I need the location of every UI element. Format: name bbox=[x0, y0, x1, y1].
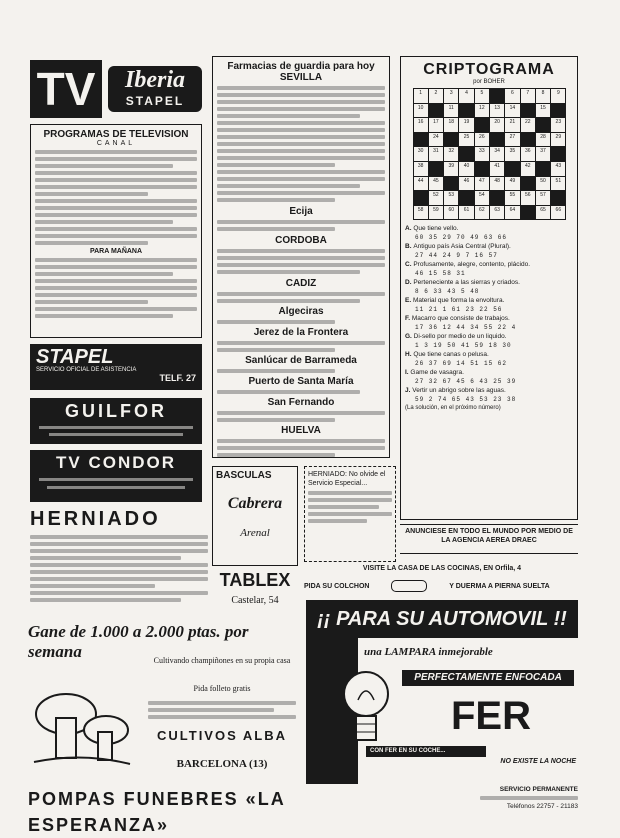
grid-black-cell bbox=[443, 176, 459, 192]
grid-cell[interactable]: 40 bbox=[458, 161, 474, 177]
grid-black-cell bbox=[428, 161, 444, 177]
grid-cell[interactable]: 38 bbox=[413, 161, 429, 177]
funerals-phone: Teléfonos 22757 - 21183 bbox=[506, 803, 578, 810]
fer-tagline2: NO EXISTE LA NOCHE bbox=[500, 758, 576, 765]
clue-row bbox=[405, 261, 573, 268]
grid-cell[interactable]: 13 bbox=[489, 103, 505, 119]
grid-cell[interactable]: 60 bbox=[443, 205, 459, 221]
pharmacies-title: Farmacias de guardia para hoy bbox=[227, 61, 375, 72]
funerals-service-text: SERVICIO PERMANENTE bbox=[499, 786, 578, 793]
stapel-line: SERVICIO OFICIAL DE ASISTENCIA bbox=[36, 367, 137, 373]
clue-letter: D. bbox=[405, 279, 414, 286]
grid-black-cell bbox=[520, 205, 536, 221]
grid-cell[interactable]: 31 bbox=[428, 146, 444, 162]
clue-letter: A. bbox=[405, 225, 414, 232]
fer-tagline1: CON FER EN SU COCHE... bbox=[366, 746, 486, 757]
grid-cell[interactable]: 61 bbox=[458, 205, 474, 221]
tv-condor-name: TV CONDOR bbox=[56, 453, 176, 472]
grid-cell[interactable]: 44 bbox=[413, 176, 429, 192]
grid-cell[interactable]: 45 bbox=[428, 176, 444, 192]
cryptogram-author: por BOHER bbox=[473, 79, 505, 85]
grid-cell[interactable]: 30 bbox=[413, 146, 429, 162]
clue-numbers[interactable]: 17 36 12 44 34 55 22 4 bbox=[415, 324, 517, 331]
grid-cell[interactable]: 10 bbox=[413, 103, 429, 119]
grid-black-cell bbox=[520, 103, 536, 119]
grid-black-cell bbox=[550, 146, 566, 162]
stapel-phone: TELF. 27 bbox=[159, 373, 196, 383]
tv-programs-text bbox=[35, 150, 197, 245]
grid-cell[interactable]: 27 bbox=[504, 132, 520, 148]
clue-letter: F. bbox=[405, 315, 412, 322]
grid-cell[interactable]: 57 bbox=[535, 190, 551, 206]
cryptogram-box bbox=[400, 56, 578, 520]
city-sanlucar: Sanlúcar de Barrameda bbox=[245, 355, 357, 366]
clue-text: Macarro que consiste de trabajos. bbox=[411, 315, 510, 322]
city-jerez: Jerez de la Frontera bbox=[253, 327, 349, 338]
clue-row bbox=[405, 351, 573, 358]
grid-cell[interactable]: 19 bbox=[458, 117, 474, 133]
grid-cell[interactable]: 22 bbox=[520, 117, 536, 133]
city-puerto: Puerto de Santa María bbox=[248, 376, 354, 387]
grid-cell[interactable]: 6 bbox=[504, 88, 520, 104]
colchon-logo bbox=[391, 580, 427, 592]
clue-numbers[interactable]: 11 21 1 61 23 22 56 bbox=[415, 306, 503, 313]
grid-cell[interactable]: 28 bbox=[535, 132, 551, 148]
clue-text: Material que forma la envoltura. bbox=[412, 297, 505, 304]
grid-cell[interactable]: 17 bbox=[428, 117, 444, 133]
grid-cell[interactable]: 14 bbox=[504, 103, 520, 119]
grid-cell[interactable]: 2 bbox=[428, 88, 444, 104]
stapel-name: STAPEL bbox=[36, 346, 114, 368]
tv-morning-text bbox=[35, 258, 197, 318]
grid-cell[interactable]: 36 bbox=[520, 146, 536, 162]
grid-cell[interactable]: 52 bbox=[428, 190, 444, 206]
clue-row bbox=[405, 315, 573, 322]
clue-letter: C. bbox=[405, 261, 414, 268]
grid-cell[interactable]: 4 bbox=[458, 88, 474, 104]
grid-cell[interactable]: 66 bbox=[550, 205, 566, 221]
clue-numbers[interactable]: 8 6 33 43 5 48 bbox=[415, 288, 480, 295]
grid-cell[interactable]: 12 bbox=[474, 103, 490, 119]
basculas-sub: Arenal bbox=[240, 527, 270, 539]
tablex-ad bbox=[212, 570, 298, 616]
clue-text: Di-sello por medio de un liquido. bbox=[413, 333, 507, 340]
clue-numbers[interactable]: 1 3 19 50 41 59 18 30 bbox=[415, 342, 512, 349]
clue-text: Profusamente, alegre, contento, plácido. bbox=[413, 261, 531, 268]
clue-letter: E. bbox=[405, 297, 413, 304]
clue-numbers[interactable]: 60 35 29 70 49 63 66 bbox=[415, 234, 508, 241]
grid-cell[interactable]: 8 bbox=[535, 88, 551, 104]
grid-cell[interactable]: 56 bbox=[520, 190, 536, 206]
grid-cell[interactable]: 39 bbox=[443, 161, 459, 177]
grid-black-cell bbox=[550, 190, 566, 206]
grid-cell[interactable]: 51 bbox=[550, 176, 566, 192]
gane-ad bbox=[28, 622, 296, 780]
cryptogram-clues bbox=[405, 225, 573, 403]
colchon-text: PIDA SU COLCHON bbox=[304, 582, 370, 590]
gane-company: CULTIVOS ALBA bbox=[157, 728, 287, 743]
grid-cell[interactable]: 1 bbox=[413, 88, 429, 104]
clue-text: Que tiene canas o pelusa. bbox=[413, 351, 489, 358]
clue-numbers[interactable]: 59 2 74 65 43 53 23 38 bbox=[415, 396, 517, 403]
grid-black-cell bbox=[428, 103, 444, 119]
fer-ad bbox=[306, 600, 578, 784]
grid-cell[interactable]: 49 bbox=[504, 176, 520, 192]
grid-black-cell bbox=[489, 190, 505, 206]
tablex-title: TABLEX bbox=[219, 570, 291, 590]
grid-black-cell bbox=[535, 161, 551, 177]
clue-letter: B. bbox=[405, 243, 414, 250]
grid-black-cell bbox=[458, 190, 474, 206]
herniado-title: HERNIADO bbox=[30, 508, 161, 530]
herniado-small-text: HERNIADO: No olvide el Servicio Especial... bbox=[308, 471, 386, 487]
clue-numbers[interactable]: 46 15 58 31 bbox=[415, 270, 466, 277]
grid-cell[interactable]: 33 bbox=[474, 146, 490, 162]
grid-cell[interactable]: 7 bbox=[520, 88, 536, 104]
grid-cell[interactable]: 18 bbox=[443, 117, 459, 133]
grid-cell[interactable]: 48 bbox=[489, 176, 505, 192]
tv-programs-box bbox=[30, 124, 202, 338]
basculas-ad bbox=[212, 466, 298, 566]
clue-row bbox=[405, 243, 573, 250]
herniado-small-box bbox=[304, 466, 396, 562]
grid-cell[interactable]: 50 bbox=[535, 176, 551, 192]
grid-cell[interactable]: 63 bbox=[489, 205, 505, 221]
anuncie-text: ANUNCIESE EN TODO EL MUNDO POR MEDIO DE LA AGENCIA AEREA DRAEC bbox=[405, 528, 573, 544]
tablex-address: Castelar, 54 bbox=[231, 595, 279, 606]
clue-text: Perteneciente a las sierras y criados. bbox=[413, 279, 520, 286]
clue-row bbox=[405, 333, 573, 340]
clue-row bbox=[405, 297, 573, 304]
grid-cell[interactable]: 65 bbox=[535, 205, 551, 221]
city-huelva: HUELVA bbox=[281, 425, 321, 436]
tv-condor-ad bbox=[30, 450, 202, 502]
grid-black-cell bbox=[458, 146, 474, 162]
grid-cell[interactable]: 23 bbox=[550, 117, 566, 133]
colchon-tail: Y DUERMA A PIERNA SUELTA bbox=[449, 582, 550, 590]
grid-cell[interactable]: 11 bbox=[443, 103, 459, 119]
clue-letter: G. bbox=[405, 333, 414, 340]
clue-numbers[interactable]: 26 37 69 14 51 15 62 bbox=[415, 360, 508, 367]
basculas-brand: Cabrera bbox=[227, 495, 283, 512]
tv-header bbox=[30, 60, 202, 118]
clue-text: Game de vasagra. bbox=[410, 369, 464, 376]
fer-line1: una LAMPARA inmejorable bbox=[364, 646, 493, 658]
tv-logo: TV bbox=[30, 60, 102, 118]
city-san-fernando: San Fernando bbox=[267, 397, 335, 408]
cryptogram-grid bbox=[413, 88, 566, 220]
mushroom-illustration bbox=[32, 674, 132, 772]
city-cadiz: CADIZ bbox=[285, 278, 317, 289]
clue-letter: H. bbox=[405, 351, 414, 358]
grid-cell[interactable]: 5 bbox=[474, 88, 490, 104]
grid-black-cell bbox=[520, 176, 536, 192]
colchon-line bbox=[304, 580, 580, 592]
grid-cell[interactable]: 32 bbox=[443, 146, 459, 162]
grid-cell[interactable]: 26 bbox=[474, 132, 490, 148]
iberia-sub-text: STAPEL bbox=[125, 94, 185, 108]
grid-cell[interactable]: 59 bbox=[428, 205, 444, 221]
pharmacies-box bbox=[212, 56, 390, 458]
gane-headline: Gane de 1.000 a 2.000 ptas. por semana bbox=[28, 622, 249, 661]
clue-row bbox=[405, 387, 573, 394]
grid-black-cell bbox=[443, 132, 459, 148]
grid-cell[interactable]: 16 bbox=[413, 117, 429, 133]
guilfor-ad bbox=[30, 398, 202, 444]
gane-line1: Cultivando champiñones en su propia casa bbox=[153, 656, 291, 665]
grid-black-cell bbox=[413, 132, 429, 148]
gane-line2: Pida folleto gratis bbox=[193, 684, 251, 693]
clue-numbers[interactable]: 27 32 67 45 6 43 25 39 bbox=[415, 378, 517, 385]
clue-text: Vertir un abrigo sobre las aguas. bbox=[412, 387, 506, 394]
fer-headline: ¡¡ PARA SU AUTOMOVIL !! bbox=[306, 600, 578, 638]
grid-cell[interactable]: 64 bbox=[504, 205, 520, 221]
tv-morning-heading: PARA MAÑANA bbox=[89, 248, 143, 255]
clue-letter: I. bbox=[405, 369, 411, 376]
grid-cell[interactable]: 34 bbox=[489, 146, 505, 162]
grid-black-cell bbox=[489, 132, 505, 148]
grid-black-cell bbox=[474, 117, 490, 133]
clue-row bbox=[405, 369, 573, 376]
grid-cell[interactable]: 53 bbox=[443, 190, 459, 206]
grid-cell[interactable]: 35 bbox=[504, 146, 520, 162]
herniado-text bbox=[30, 535, 208, 602]
cryptogram-title: CRIPTOGRAMA bbox=[423, 61, 555, 78]
grid-cell[interactable]: 3 bbox=[443, 88, 459, 104]
grid-black-cell bbox=[504, 161, 520, 177]
grid-cell[interactable]: 24 bbox=[428, 132, 444, 148]
grid-cell[interactable]: 62 bbox=[474, 205, 490, 221]
grid-black-cell bbox=[413, 190, 429, 206]
grid-cell[interactable]: 58 bbox=[413, 205, 429, 221]
tv-channel: CANAL bbox=[96, 140, 136, 147]
grid-cell[interactable]: 43 bbox=[550, 161, 566, 177]
tv-programs-title: PROGRAMAS DE TELEVISION bbox=[43, 129, 189, 140]
iberia-brand-text: Iberia bbox=[125, 67, 185, 93]
grid-black-cell bbox=[489, 88, 505, 104]
grid-cell[interactable]: 21 bbox=[504, 117, 520, 133]
clue-letter: J. bbox=[405, 387, 413, 394]
grid-cell[interactable]: 47 bbox=[474, 176, 490, 192]
cocinas-line: VISITE LA CASA DE LAS COCINAS, EN Orfila, 4 bbox=[362, 565, 522, 572]
funerals-ad: POMPAS FUNEBRES «LA ESPERANZA» bbox=[28, 789, 286, 835]
grid-black-cell bbox=[474, 161, 490, 177]
grid-black-cell bbox=[458, 103, 474, 119]
grid-cell[interactable]: 41 bbox=[489, 161, 505, 177]
grid-black-cell bbox=[520, 132, 536, 148]
grid-cell[interactable]: 42 bbox=[520, 161, 536, 177]
herniado-ad bbox=[30, 508, 208, 620]
fer-brand: FER bbox=[451, 694, 531, 738]
iberia-logo bbox=[108, 66, 202, 112]
city-sevilla: SEVILLA bbox=[279, 72, 323, 83]
grid-cell[interactable]: 29 bbox=[550, 132, 566, 148]
clue-row bbox=[405, 279, 573, 286]
grid-black-cell bbox=[535, 117, 551, 133]
clue-numbers[interactable]: 27 44 24 9 7 16 57 bbox=[415, 252, 498, 259]
clue-row bbox=[405, 225, 573, 232]
anuncie-ad bbox=[400, 524, 578, 554]
clue-text: Antiguo país Asia Central (Plural). bbox=[413, 243, 511, 250]
grid-cell[interactable]: 25 bbox=[458, 132, 474, 148]
guilfor-name: GUILFOR bbox=[65, 401, 167, 421]
clue-text: Que tiene vello. bbox=[413, 225, 459, 232]
funerals-service bbox=[438, 786, 578, 812]
grid-cell[interactable]: 9 bbox=[550, 88, 566, 104]
city-ecija: Ecija bbox=[289, 206, 313, 217]
city-cordoba: CORDOBA bbox=[275, 235, 327, 246]
cryptogram-solution-note: (La solución, en el próximo número) bbox=[405, 405, 501, 411]
basculas-title: BASCULAS bbox=[216, 470, 272, 481]
city-algeciras: Algeciras bbox=[278, 306, 324, 317]
fer-line2: PERFECTAMENTE ENFOCADA bbox=[402, 670, 574, 686]
lamp-icon bbox=[336, 666, 396, 756]
grid-cell[interactable]: 54 bbox=[474, 190, 490, 206]
gane-text bbox=[148, 698, 296, 722]
grid-cell[interactable]: 55 bbox=[504, 190, 520, 206]
grid-cell[interactable]: 37 bbox=[535, 146, 551, 162]
grid-cell[interactable]: 15 bbox=[535, 103, 551, 119]
gane-city: BARCELONA (13) bbox=[176, 758, 268, 770]
grid-cell[interactable]: 20 bbox=[489, 117, 505, 133]
grid-black-cell bbox=[550, 103, 566, 119]
stapel-ad bbox=[30, 344, 202, 390]
grid-cell[interactable]: 46 bbox=[458, 176, 474, 192]
